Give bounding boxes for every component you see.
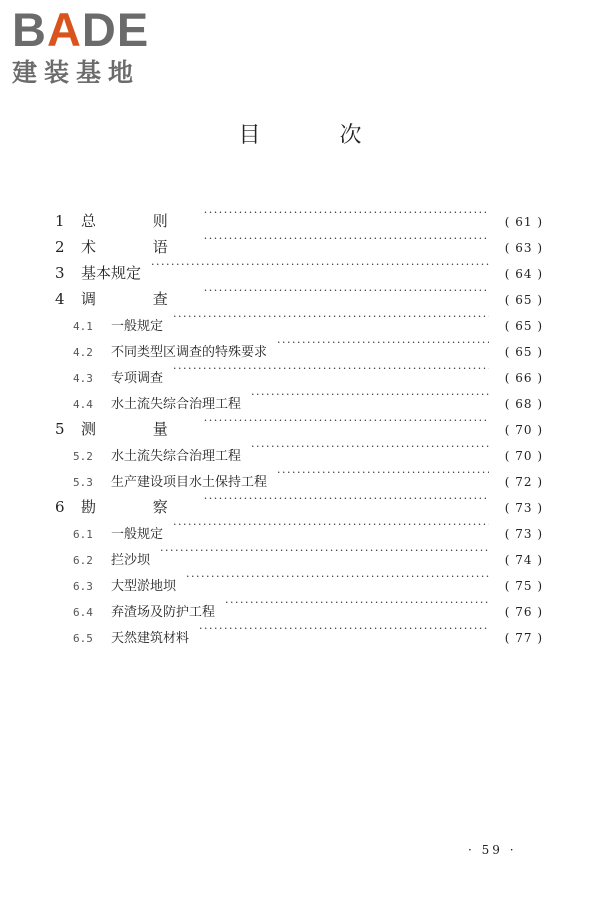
toc-entry-number: 6.5 [73,632,93,645]
logo-letters-de: DE [81,3,150,56]
toc-entry-number: 4.2 [73,346,93,359]
logo-wordmark [12,4,182,56]
toc-dot-leader [186,564,489,590]
toc-entry-label: 生产建设项目水土保持工程 [111,475,268,490]
toc-entry-number: 1 [55,212,65,230]
toc-entry-label: 天然建筑材料 [111,631,190,646]
toc-entry-page: ( 73 ) [504,527,543,541]
toc-entry-page: ( 76 ) [504,605,543,619]
toc-dot-leader [277,330,489,356]
toc-dot-leader [160,538,489,564]
toc-entry-page: ( 75 ) [504,579,543,593]
toc-entry-number: 6.1 [73,528,93,541]
toc-entry-page: ( 77 ) [504,631,543,645]
toc-entry-page: ( 63 ) [504,241,543,255]
toc-entry-label: 测 量 [81,420,194,438]
logo-letter-b: B [12,3,47,56]
toc-entry-number: 6.2 [73,554,93,567]
toc-entry-number: 5 [55,420,65,438]
toc-entry-page: ( 65 ) [504,319,543,333]
toc-entry-page: ( 73 ) [504,501,543,515]
toc-entry-label: 总 则 [81,212,194,230]
toc-dot-leader [173,512,489,538]
toc-entry-label: 术 语 [81,238,194,256]
toc-entry-page: ( 64 ) [504,267,543,281]
toc-entry-page: ( 74 ) [504,553,543,567]
toc-entry-number: 5.2 [73,450,93,463]
toc-entry-label: 水土流失综合治理工程 [111,449,242,464]
toc-dot-leader [173,356,489,382]
toc-entry-label: 弃渣场及防护工程 [111,605,216,620]
toc-entry-page: ( 70 ) [504,423,543,437]
toc-dot-leader [204,226,489,252]
logo-subtitle: 建装基地 [12,58,141,87]
toc-entry-number: 6.3 [73,580,93,593]
toc-entry-label: 一般规定 [111,527,164,542]
toc-entry-number: 6 [55,498,65,516]
toc-entry-label: 不同类型区调查的特殊要求 [111,345,268,360]
toc-entry-page: ( 68 ) [504,397,543,411]
toc-entry-number: 4 [55,290,65,308]
toc-entry-number: 5.3 [73,476,93,489]
toc-entry-label: 基本规定 [81,264,142,282]
toc-dot-leader [151,252,489,278]
toc-entry-label: 水土流失综合治理工程 [111,397,242,412]
toc-entry-page: ( 61 ) [504,215,543,229]
toc-dot-leader [277,460,489,486]
toc-dot-leader [251,382,489,408]
toc-entry-number: 2 [55,238,65,256]
toc-entry-label: 一般规定 [111,319,164,334]
toc-dot-leader [204,408,489,434]
toc-entry-number: 4.4 [73,398,93,411]
toc-entry-number: 4.3 [73,372,93,385]
page-number: · 59 · [468,843,517,857]
toc-dot-leader [204,200,489,226]
toc-dot-leader [199,616,489,642]
toc-entry-label: 专项调查 [111,371,164,386]
toc-dot-leader [204,278,489,304]
toc-entry-label: 大型淤地坝 [111,579,177,594]
toc-entry-page: ( 66 ) [504,371,543,385]
toc-entry-page: ( 65 ) [504,293,543,307]
toc-entry-number: 3 [55,264,65,282]
toc-entry-number: 6.4 [73,606,93,619]
toc-entry-page: ( 70 ) [504,449,543,463]
toc-entry-label: 调 查 [81,290,194,308]
toc-dot-leader [173,304,489,330]
table-of-contents [55,200,543,646]
toc-entry-label: 勘 察 [81,498,194,516]
toc-entry-number: 4.1 [73,320,93,333]
toc-entry-page: ( 65 ) [504,345,543,359]
toc-entry-label: 拦沙坝 [111,553,151,568]
toc-chapter-row [55,200,543,230]
toc-dot-leader [204,486,489,512]
bade-logo [12,4,182,94]
logo-letter-a: A [46,3,82,56]
toc-dot-leader [251,434,489,460]
toc-entry-page: ( 72 ) [504,475,543,489]
page-title: 目 次 [238,123,398,148]
toc-dot-leader [225,590,489,616]
